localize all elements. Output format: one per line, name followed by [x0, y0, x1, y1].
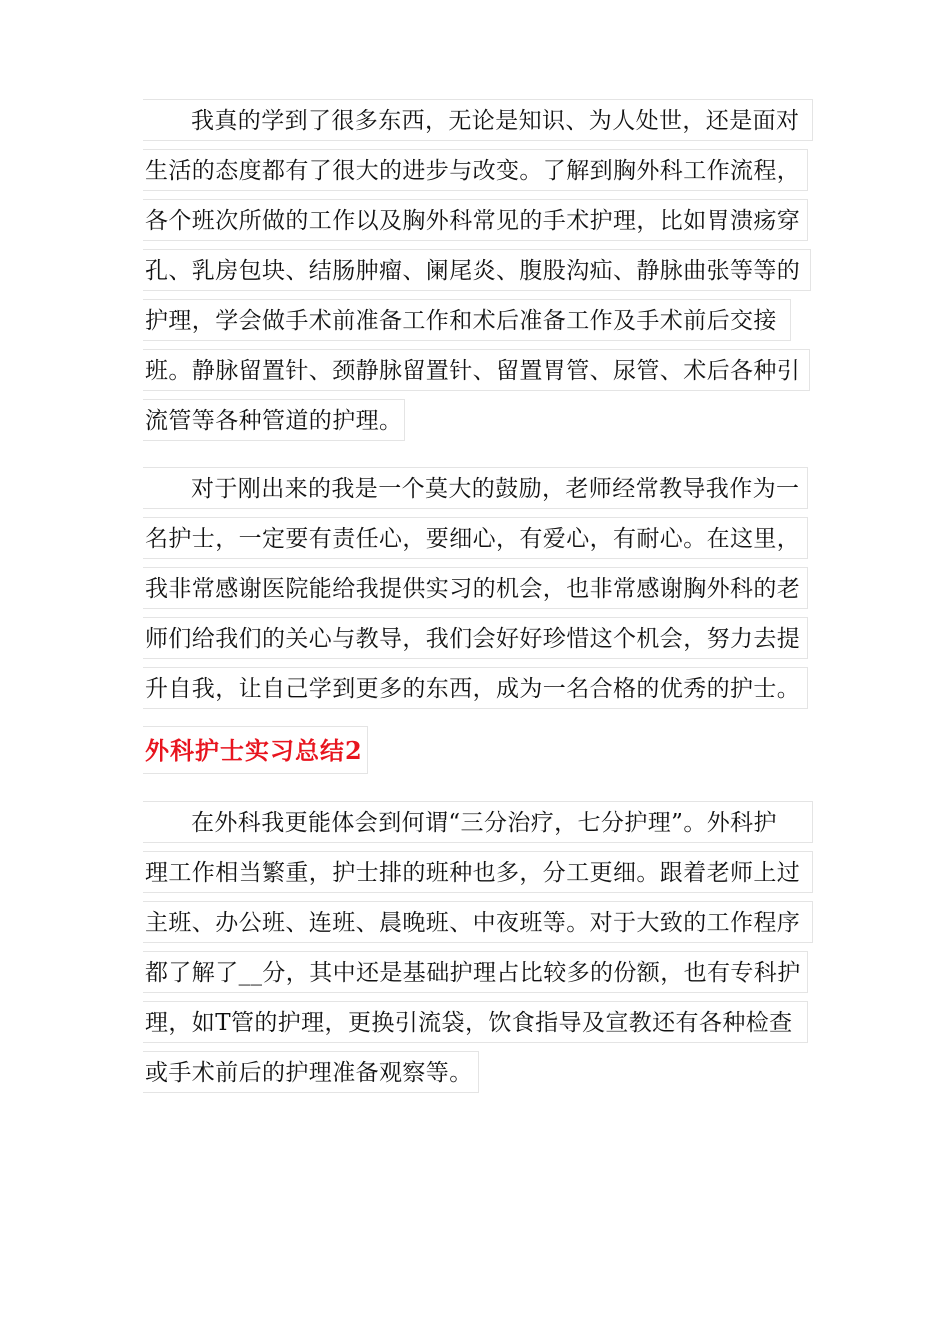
paragraph-line: 在外科我更能体会到何谓“三分治疗，七分护理”。外科护	[143, 801, 813, 843]
paragraph-line: 都了解了__分，其中还是基础护理占比较多的份额，也有专科护	[143, 951, 808, 993]
paragraph-line: 流管等各种管道的护理。	[143, 399, 405, 441]
section-heading: 外科护士实习总结2	[143, 726, 368, 774]
paragraph-line: 主班、办公班、连班、晨晚班、中夜班等。对于大致的工作程序	[143, 901, 813, 943]
paragraph-line: 或手术前后的护理准备观察等。	[143, 1051, 479, 1093]
paragraph-line: 师们给我们的关心与教导，我们会好好珍惜这个机会，努力去提	[143, 617, 808, 659]
paragraph-line: 各个班次所做的工作以及胸外科常见的手术护理，比如胃溃疡穿	[143, 199, 808, 241]
paragraph-line: 名护士，一定要有责任心，要细心，有爱心，有耐心。在这里，	[143, 517, 808, 559]
paragraph-line: 理工作相当繁重，护士排的班种也多，分工更细。跟着老师上过	[143, 851, 813, 893]
paragraph-line: 生活的态度都有了很大的进步与改变。了解到胸外科工作流程，	[143, 149, 808, 191]
paragraph-line: 护理，学会做手术前准备工作和术后准备工作及手术前后交接	[143, 299, 791, 341]
paragraph-line: 升自我，让自己学到更多的东西，成为一名合格的优秀的护士。	[143, 667, 808, 709]
paragraph-line: 孔、乳房包块、结肠肿瘤、阑尾炎、腹股沟疝、静脉曲张等等的	[143, 249, 811, 291]
paragraph-line: 我真的学到了很多东西，无论是知识、为人处世，还是面对	[143, 99, 813, 141]
paragraph-line: 班。静脉留置针、颈静脉留置针、留置胃管、尿管、术后各种引	[143, 349, 810, 391]
paragraph-line: 对于刚出来的我是一个莫大的鼓励，老师经常教导我作为一	[143, 467, 808, 509]
paragraph-line: 理，如T管的护理，更换引流袋，饮食指导及宣教还有各种检查	[143, 1001, 808, 1043]
paragraph-line: 我非常感谢医院能给我提供实习的机会，也非常感谢胸外科的老	[143, 567, 808, 609]
